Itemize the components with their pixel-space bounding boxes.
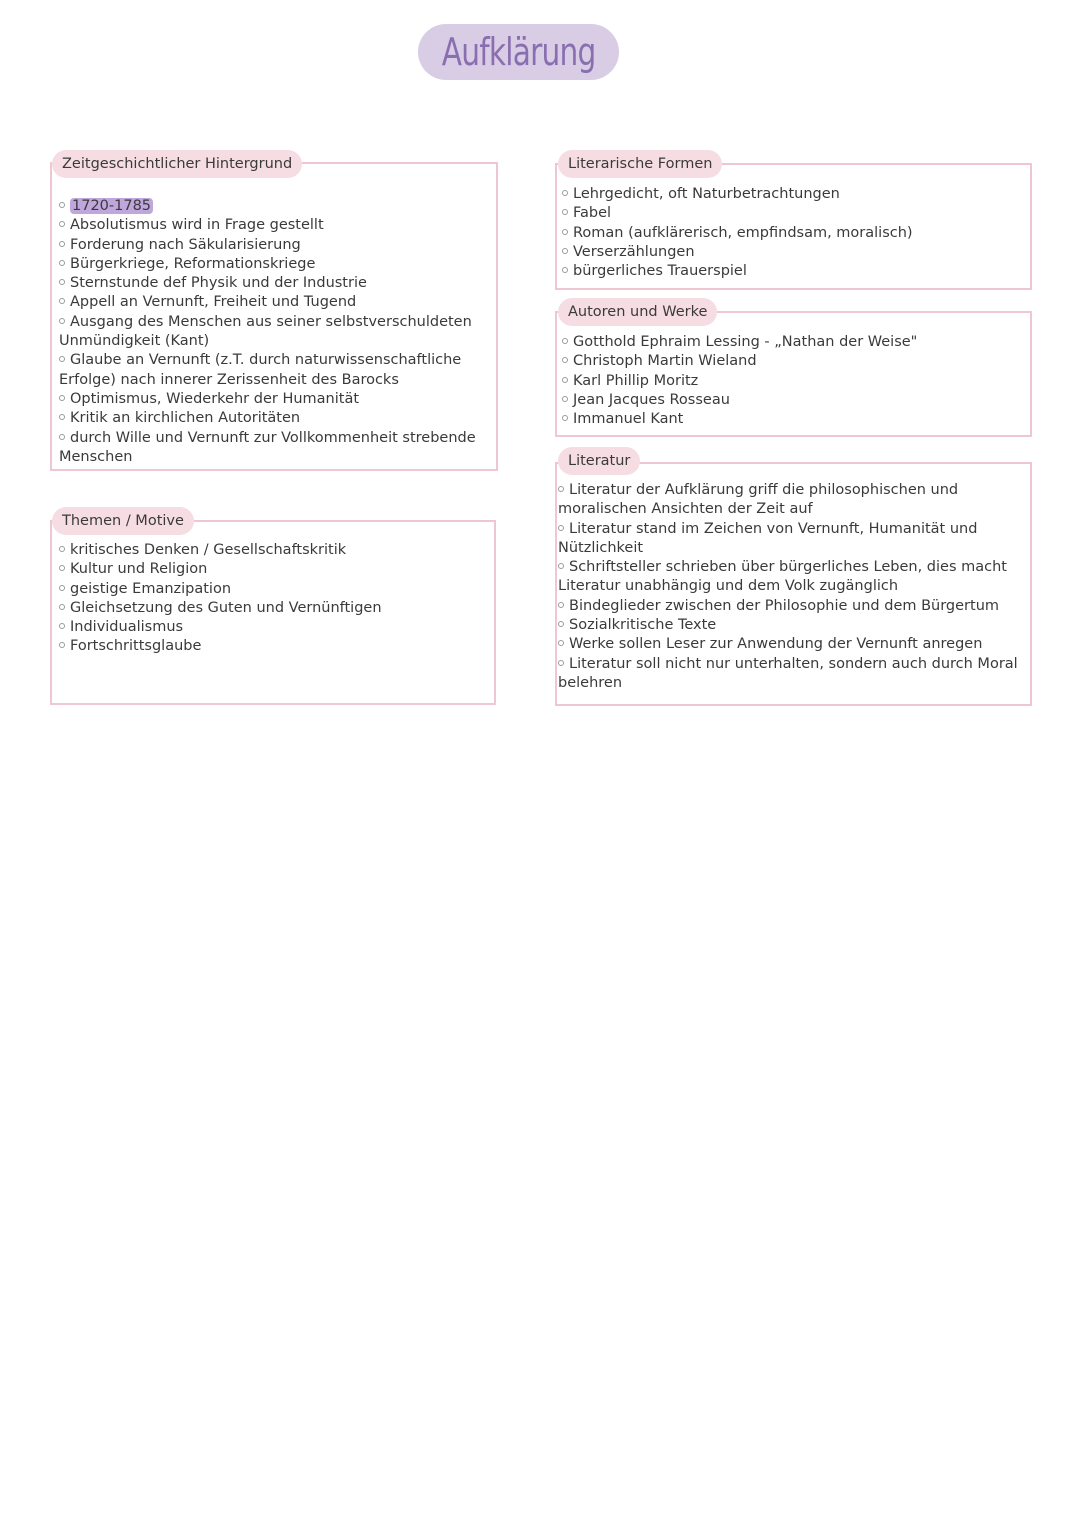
- list-item: Werke sollen Leser zur Anwendung der Vernunft anregen: [558, 635, 1028, 654]
- bullet-icon: [59, 202, 65, 208]
- list-item: durch Wille und Vernunft zur Vollkommenheit strebende Menschen: [59, 429, 476, 465]
- bullet-icon: [59, 434, 65, 440]
- list-item: Literatur soll nicht nur unterhalten, sondern auch durch Moral belehren: [558, 655, 1018, 691]
- bullet-icon: [59, 298, 65, 304]
- list-item: Absolutismus wird in Frage gestellt: [59, 216, 491, 235]
- bullet-icon: [562, 248, 568, 254]
- list-item: Appell an Vernunft, Freiheit und Tugend: [59, 293, 491, 312]
- bullet-icon: [558, 525, 564, 531]
- list-item: Gleichsetzung des Guten und Vernünftigen: [59, 599, 489, 618]
- list-item: Fortschrittsglaube: [59, 637, 489, 656]
- list-item: Forderung nach Säkularisierung: [59, 236, 491, 255]
- bullet-icon: [558, 563, 564, 569]
- bullet-icon: [59, 623, 65, 629]
- list-item: Lehrgedicht, oft Naturbetrachtungen: [562, 185, 1027, 204]
- bullet-icon: [562, 267, 568, 273]
- list-item: Sozialkritische Texte: [558, 616, 1028, 635]
- list-item: Fabel: [562, 204, 1027, 223]
- list-formen: [562, 185, 1027, 281]
- list-item: Verserzählungen: [562, 243, 1027, 262]
- bullet-icon: [59, 642, 65, 648]
- list-themen: [59, 541, 489, 657]
- list-item: Gotthold Ephraim Lessing - „Nathan der Weise": [562, 333, 1027, 352]
- list-item: Literatur stand im Zeichen von Vernunft, Humanität und Nützlichkeit: [558, 520, 978, 556]
- section-label-literatur: Literatur: [558, 447, 640, 475]
- title-pill: [418, 24, 619, 80]
- bullet-icon: [59, 604, 65, 610]
- bullet-icon: [59, 585, 65, 591]
- bullet-icon: [59, 356, 65, 362]
- list-item: Ausgang des Menschen aus seiner selbstverschuldeten Unmündigkeit (Kant): [59, 313, 472, 350]
- bullet-icon: [59, 414, 65, 420]
- list-item: Roman (aufklärerisch, empfindsam, moralisch): [562, 224, 1027, 243]
- list-hintergrund: [59, 197, 491, 467]
- bullet-icon: [562, 415, 568, 421]
- list-item: Karl Phillip Moritz: [562, 372, 1027, 391]
- list-item: 1720-1785: [59, 197, 491, 216]
- section-label-themen: Themen / Motive: [52, 507, 194, 535]
- list-item: Schriftsteller schrieben über bürgerliches Leben, dies macht Literatur unabhängig und dem Volk zugänglich: [558, 559, 1007, 595]
- bullet-icon: [562, 209, 568, 215]
- bullet-icon: [59, 221, 65, 227]
- list-item: Bindeglieder zwischen der Philosophie und dem Bürgertum: [558, 597, 1028, 616]
- bullet-icon: [59, 546, 65, 552]
- bullet-icon: [562, 357, 568, 363]
- bullet-icon: [558, 660, 564, 666]
- list-item: bürgerliches Trauerspiel: [562, 262, 1027, 281]
- bullet-icon: [562, 338, 568, 344]
- bullet-icon: [558, 640, 564, 646]
- list-item: Individualismus: [59, 618, 489, 637]
- bullet-icon: [59, 260, 65, 266]
- list-item: Jean Jacques Rosseau: [562, 391, 1027, 410]
- bullet-icon: [558, 621, 564, 627]
- list-item: Kultur und Religion: [59, 560, 489, 579]
- bullet-icon: [562, 377, 568, 383]
- list-autoren: [562, 333, 1027, 429]
- section-label-autoren: Autoren und Werke: [558, 298, 717, 326]
- list-item: Optimismus, Wiederkehr der Humanität: [59, 390, 491, 409]
- bullet-icon: [558, 602, 564, 608]
- list-item: Literatur der Aufklärung griff die philosophischen und moralischen Ansichten der Zeit auf: [558, 482, 959, 518]
- list-item: Bürgerkriege, Reformationskriege: [59, 255, 491, 274]
- list-item: geistige Emanzipation: [59, 580, 489, 599]
- list-item: Glaube an Vernunft (z.T. durch naturwissenschaftliche Erfolge) nach innerer Zerissenheit des Barocks: [59, 352, 462, 388]
- list-item: kritisches Denken / Gesellschaftskritik: [59, 541, 489, 560]
- section-label-formen: Literarische Formen: [558, 150, 722, 178]
- bullet-icon: [562, 396, 568, 402]
- list-literatur: [558, 481, 1028, 693]
- bullet-icon: [59, 279, 65, 285]
- list-item: Sternstunde def Physik und der Industrie: [59, 274, 491, 293]
- bullet-icon: [558, 486, 564, 492]
- bullet-icon: [59, 318, 65, 324]
- section-label-hintergrund: Zeitgeschichtlicher Hintergrund: [52, 150, 302, 178]
- list-item: Christoph Martin Wieland: [562, 352, 1027, 371]
- bullet-icon: [59, 395, 65, 401]
- list-item: Immanuel Kant: [562, 410, 1027, 429]
- bullet-icon: [562, 190, 568, 196]
- bullet-icon: [562, 229, 568, 235]
- bullet-icon: [59, 565, 65, 571]
- list-item: Kritik an kirchlichen Autoritäten: [59, 409, 491, 428]
- bullet-icon: [59, 241, 65, 247]
- page-title: Aufklärung: [441, 30, 596, 74]
